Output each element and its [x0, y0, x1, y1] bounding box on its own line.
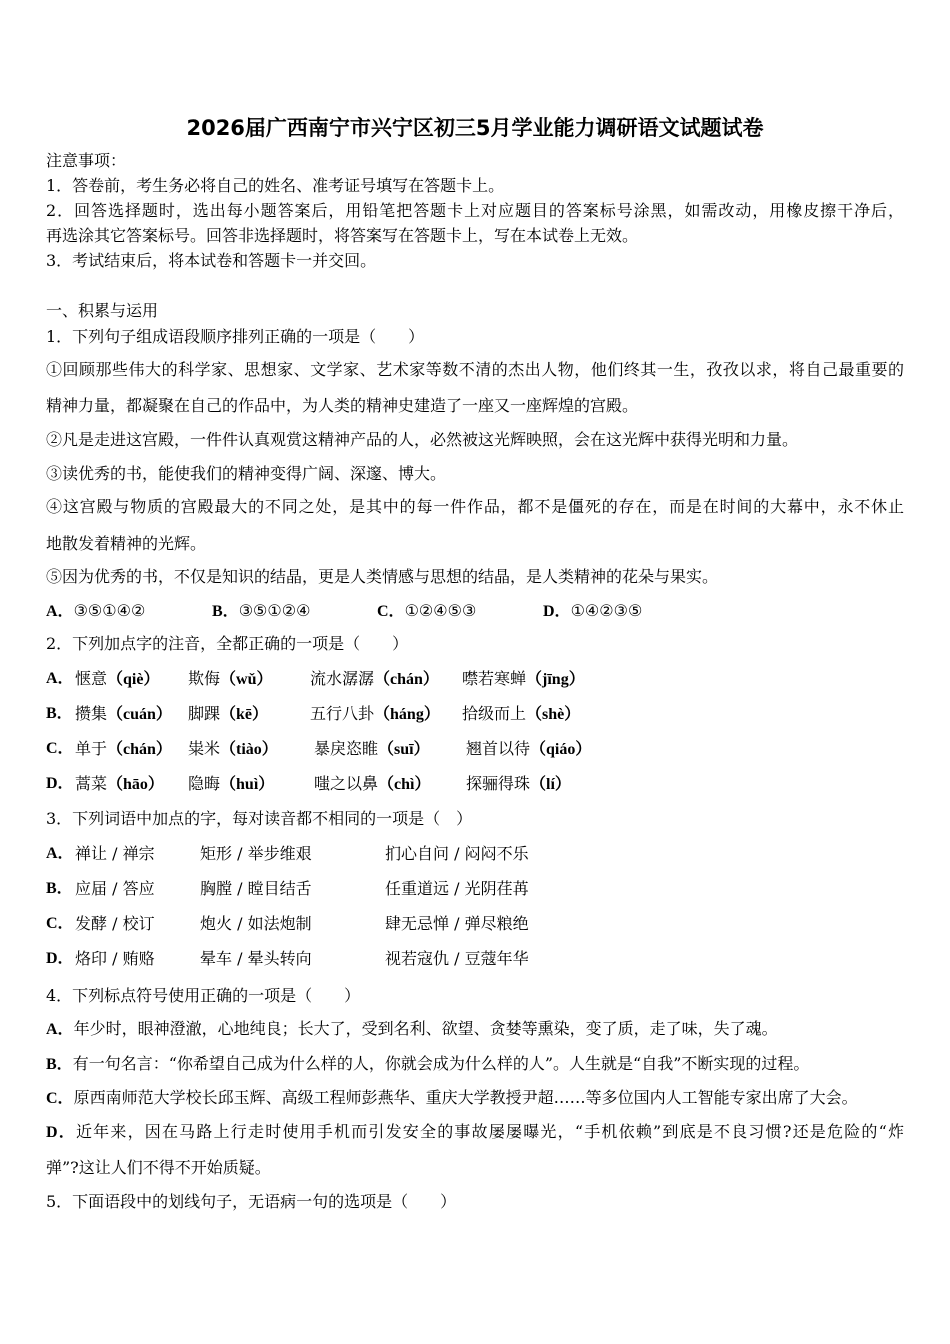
- option-label: A．: [46, 603, 74, 620]
- sentence-5: ⑤因为优秀的书，不仅是知识的结晶，更是人类情感与思想的结晶，是人类精神的花朵与果实。: [46, 567, 719, 586]
- option-text: ③⑤①④②: [73, 601, 146, 620]
- option-label: B．: [46, 1056, 73, 1073]
- option-text: ①④②③⑤: [570, 601, 643, 620]
- word: 嗤之以鼻: [314, 774, 379, 793]
- question-3-stem: 3．下列词语中加点的字，每对读音都不相同的一项是（ ）: [46, 809, 473, 828]
- word-pair: 晕车 / 晕头转向: [200, 949, 312, 968]
- word-pair: 视若寇仇 / 豆蔻年华: [385, 949, 529, 968]
- pinyin-item: [188, 668, 272, 691]
- pinyin: （huì）: [220, 776, 275, 793]
- word: 暴戾恣睢: [314, 739, 379, 758]
- sentence-1-cont: 精神力量，都凝聚在自己的作品中，为人类的精神史建造了一座又一座辉煌的宫殿。: [46, 396, 639, 415]
- pinyin: （qiáo）: [530, 741, 592, 758]
- option-b[interactable]: [46, 1053, 809, 1076]
- option-label: B．: [212, 603, 239, 620]
- option-d[interactable]: [46, 1121, 904, 1144]
- word: 隐晦: [188, 774, 221, 793]
- option-label[interactable]: A．: [46, 670, 74, 687]
- word: 翘首以待: [466, 739, 531, 758]
- pinyin: （jīng）: [526, 671, 585, 688]
- option-label: C．: [377, 603, 405, 620]
- option-text: 有一句名言：“你希望自己成为什么样的人，你就会成为什么样的人”。人生就是“自我”不断实现的过程。: [72, 1054, 810, 1073]
- pinyin: （chán）: [374, 671, 439, 688]
- pinyin-item: [466, 773, 571, 796]
- pinyin: （háng）: [374, 706, 440, 723]
- option-a[interactable]: [46, 1018, 778, 1041]
- pinyin: （wǔ）: [220, 671, 273, 688]
- pinyin-item: [462, 703, 580, 726]
- word: 脚踝: [188, 704, 221, 723]
- option-label[interactable]: C．: [46, 740, 74, 757]
- option-label[interactable]: B．: [46, 705, 73, 722]
- word: 单于: [75, 739, 108, 758]
- option-a[interactable]: [46, 600, 145, 623]
- pinyin-item: [462, 668, 585, 691]
- word: 蒿菜: [75, 774, 108, 793]
- pinyin-item: [466, 738, 591, 761]
- word: 噤若寒蝉: [462, 669, 527, 688]
- pinyin-item: [75, 668, 159, 691]
- word: 流水潺潺: [310, 669, 375, 688]
- option-text: ①②④⑤③: [404, 601, 477, 620]
- pinyin: （suī）: [378, 741, 430, 758]
- option-label[interactable]: D．: [46, 775, 74, 792]
- word-pair: 禅让 / 禅宗: [75, 844, 155, 863]
- pinyin: （chán）: [107, 741, 172, 758]
- notice-item: 1．答卷前，考生务必将自己的姓名、准考证号填写在答题卡上。: [46, 176, 505, 195]
- word-pair: 任重道远 / 光阴荏苒: [385, 879, 529, 898]
- sentence-4-cont: 地散发着精神的光辉。: [46, 534, 207, 553]
- word-pair: 胸膛 / 瞠目结舌: [200, 879, 312, 898]
- option-c[interactable]: [377, 600, 476, 623]
- notice-item: 3．考试结束后，将本试卷和答题卡一并交回。: [46, 251, 377, 270]
- pinyin: （qiè）: [107, 671, 160, 688]
- option-d-cont: 弹”?这让人们不得不开始质疑。: [46, 1158, 271, 1177]
- page-title: 2026届广西南宁市兴宁区初三5月学业能力调研语文试题试卷: [186, 116, 764, 140]
- option-label[interactable]: A．: [46, 845, 74, 862]
- word: 探骊得珠: [466, 774, 531, 793]
- notice-heading: 注意事项：: [46, 151, 127, 170]
- option-label: D．: [46, 1124, 76, 1141]
- option-label: C．: [46, 1090, 74, 1107]
- option-b[interactable]: [212, 600, 310, 623]
- pinyin: （cuán）: [107, 706, 172, 723]
- pinyin-item: [188, 738, 278, 761]
- pinyin: （hāo）: [107, 776, 164, 793]
- option-text: 原西南师范大学校长邱玉辉、高级工程师彭燕华、重庆大学教授尹超……等多位国内人工智能专家出席了大会。: [73, 1088, 858, 1107]
- option-label: A．: [46, 1021, 74, 1038]
- pinyin-item: [314, 773, 430, 796]
- pinyin: （shè）: [526, 706, 581, 723]
- word: 五行八卦: [310, 704, 375, 723]
- word-pair: 烙印 / 贿赂: [75, 949, 155, 968]
- option-text: 年少时，眼神澄澈，心地纯良；长大了，受到名利、欲望、贪婪等熏染，变了质，走了味，失了魂。: [73, 1019, 778, 1038]
- pinyin: （chì）: [378, 776, 431, 793]
- word-pair: 发酵 / 校订: [75, 914, 155, 933]
- word: 攒集: [75, 704, 108, 723]
- word: 拾级而上: [462, 704, 527, 723]
- pinyin-item: [310, 703, 440, 726]
- option-label: D．: [543, 603, 571, 620]
- pinyin-item: [75, 738, 172, 761]
- option-c[interactable]: [46, 1087, 858, 1110]
- word-pair: 应届 / 答应: [75, 879, 155, 898]
- question-5-stem: 5．下面语段中的划线句子，无语病一句的选项是（ ）: [46, 1192, 457, 1211]
- sentence-1: ①回顾那些伟大的科学家、思想家、文学家、艺术家等数不清的杰出人物，他们终其一生，孜孜以求，将自己最重要的: [46, 360, 904, 379]
- option-label[interactable]: B．: [46, 880, 73, 897]
- pinyin-item: [188, 773, 274, 796]
- pinyin-item: [188, 703, 268, 726]
- option-label[interactable]: C．: [46, 915, 74, 932]
- sentence-3: ③读优秀的书，能使我们的精神变得广阔、深邃、博大。: [46, 464, 447, 483]
- word-pair: 扪心自问 / 闷闷不乐: [385, 844, 529, 863]
- section-heading: 一、积累与运用: [46, 301, 159, 320]
- option-text: 近年来，因在马路上行走时使用手机而引发安全的事故屡屡曝光，“手机依赖”到底是不良习惯?还是危险的“炸: [75, 1122, 904, 1141]
- pinyin: （kē）: [220, 706, 269, 723]
- notice-item: 再选涂其它答案标号。回答非选择题时，将答案写在答题卡上，写在本试卷上无效。: [46, 226, 639, 245]
- notice-item: 2．回答选择题时，选出每小题答案后，用铅笔把答题卡上对应题目的答案标号涂黑，如需改动，用橡皮擦干净后，: [46, 201, 904, 220]
- pinyin: （lí）: [530, 776, 571, 793]
- word-pair: 矩形 / 举步维艰: [200, 844, 312, 863]
- pinyin-item: [75, 773, 164, 796]
- word-pair: 炮火 / 如法炮制: [200, 914, 312, 933]
- word: 惬意: [75, 669, 108, 688]
- option-text: ③⑤①②④: [238, 601, 311, 620]
- pinyin-item: [314, 738, 430, 761]
- option-d[interactable]: [543, 600, 642, 623]
- sentence-4: ④这宫殿与物质的宫殿最大的不同之处，是其中的每一件作品，都不是僵死的存在，而是在时间的大幕中，永不休止: [46, 497, 904, 516]
- sentence-2: ②凡是走进这宫殿，一件件认真观赏这精神产品的人，必然被这光辉映照，会在这光辉中获得光明和力量。: [46, 430, 799, 449]
- question-2-stem: 2．下列加点字的注音，全都正确的一项是（ ）: [46, 634, 409, 653]
- word: 粜米: [188, 739, 221, 758]
- question-4-stem: 4．下列标点符号使用正确的一项是（ ）: [46, 986, 361, 1005]
- word: 欺侮: [188, 669, 221, 688]
- option-label[interactable]: D．: [46, 950, 74, 967]
- word-pair: 肆无忌惮 / 弹尽粮绝: [385, 914, 529, 933]
- pinyin-item: [310, 668, 439, 691]
- question-1-stem: 1．下列句子组成语段顺序排列正确的一项是（ ）: [46, 327, 425, 346]
- pinyin: （tiào）: [220, 741, 278, 758]
- pinyin-item: [75, 703, 172, 726]
